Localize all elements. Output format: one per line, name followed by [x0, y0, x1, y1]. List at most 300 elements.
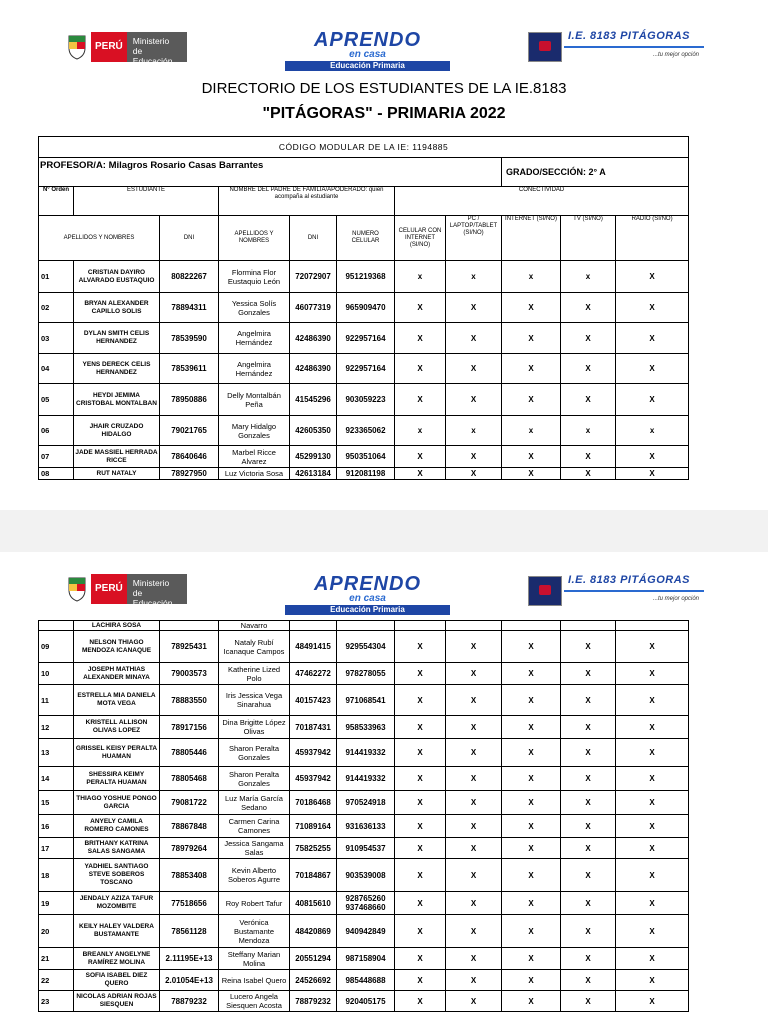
parent-dni: 24526692	[290, 970, 337, 991]
has-phone-internet: X	[395, 293, 446, 323]
parent-name: Reina Isabel Quero	[219, 970, 290, 991]
has-tv: X	[561, 323, 616, 354]
student-dni: 78640646	[160, 446, 219, 468]
parent-name: Katherine Lized Polo	[219, 663, 290, 685]
parent-name: Verónica Bustamante Mendoza	[219, 915, 290, 948]
has-pc: X	[446, 892, 502, 915]
parent-dni: 48420869	[290, 915, 337, 948]
parent-name: Iris Jessica Vega Sinarahua	[219, 685, 290, 716]
parent-dni: 48491415	[290, 631, 337, 663]
has-internet: X	[502, 767, 561, 791]
has-internet: X	[502, 815, 561, 838]
row-number: 07	[39, 446, 74, 468]
parent-phone: 950351064	[337, 446, 395, 468]
has-pc: X	[446, 293, 502, 323]
row-number: 18	[39, 859, 74, 892]
teacher-name: PROFESOR/A: Milagros Rosario Casas Barrantes	[39, 158, 502, 187]
header-tv: TV (SI/NO)	[561, 216, 616, 261]
student-name: BREANLY ANGELYNE RAMÍREZ MOLINA	[74, 948, 160, 970]
student-dni: 79021765	[160, 416, 219, 446]
row-number: 05	[39, 384, 74, 416]
peru-label: PERÚ	[91, 574, 127, 604]
parent-name: Mary Hidalgo Gonzales	[219, 416, 290, 446]
has-phone-internet: X	[395, 915, 446, 948]
has-radio: x	[616, 416, 689, 446]
student-dni: 78883550	[160, 685, 219, 716]
header-estudiante: ESTUDIANTE	[74, 187, 219, 216]
has-radio: X	[616, 767, 689, 791]
student-dni: 78539611	[160, 354, 219, 384]
parent-dni: 45937942	[290, 739, 337, 767]
row-number: 01	[39, 261, 74, 293]
student-dni: 78927950	[160, 468, 219, 480]
has-internet: X	[502, 991, 561, 1012]
has-tv: x	[561, 261, 616, 293]
row-number: 15	[39, 791, 74, 815]
student-dni: 2.01054E+13	[160, 970, 219, 991]
parent-name: Sharon Peralta Gonzales	[219, 739, 290, 767]
has-internet: X	[502, 323, 561, 354]
school-emblem-icon	[528, 576, 562, 606]
has-pc: X	[446, 859, 502, 892]
header-apellidos-padre: APELLIDOS Y NOMBRES	[219, 216, 290, 261]
has-pc: X	[446, 815, 502, 838]
has-radio: X	[616, 948, 689, 970]
has-tv: x	[561, 416, 616, 446]
student-dni: 78805446	[160, 739, 219, 767]
parent-phone: 914419332	[337, 767, 395, 791]
parent-name: Kevin Alberto Soberos Agurre	[219, 859, 290, 892]
row-number: 17	[39, 838, 74, 859]
student-name: THIAGO YOSHUE PONGO GARCIA	[74, 791, 160, 815]
parent-name: Sharon Peralta Gonzales	[219, 767, 290, 791]
has-internet: X	[502, 915, 561, 948]
parent-phone: 922957164	[337, 323, 395, 354]
has-pc: X	[446, 970, 502, 991]
parent-dni: 70184867	[290, 859, 337, 892]
parent-phone: 903539008	[337, 859, 395, 892]
has-tv: X	[561, 631, 616, 663]
table-row	[39, 970, 689, 991]
student-name: JOSEPH MATHIAS ALEXANDER MINAYA	[74, 663, 160, 685]
has-tv: X	[561, 354, 616, 384]
has-tv: X	[561, 791, 616, 815]
has-internet: X	[502, 384, 561, 416]
has-pc: X	[446, 767, 502, 791]
has-phone-internet: X	[395, 892, 446, 915]
student-dni: 78805468	[160, 767, 219, 791]
row-number: 23	[39, 991, 74, 1012]
has-phone-internet: X	[395, 739, 446, 767]
parent-dni: 42486390	[290, 354, 337, 384]
row-number: 14	[39, 767, 74, 791]
has-phone-internet: X	[395, 354, 446, 384]
has-pc: x	[446, 261, 502, 293]
row-number: 22	[39, 970, 74, 991]
student-name: KRISTELL ALLISON OLIVAS LOPEZ	[74, 716, 160, 739]
has-tv: X	[561, 663, 616, 685]
parent-phone: 912081198	[337, 468, 395, 480]
parent-name: Yessica Solís Gonzales	[219, 293, 290, 323]
has-tv: X	[561, 991, 616, 1012]
has-pc: X	[446, 384, 502, 416]
has-radio: X	[616, 815, 689, 838]
parent-phone: 920405175	[337, 991, 395, 1012]
student-name: JHAIR CRUZADO HIDALGO	[74, 416, 160, 446]
parent-name: Delly Montalbán Peña	[219, 384, 290, 416]
school-logo: I.E. 8183 PITÁGORAS ...tu mejor opción	[528, 30, 706, 64]
row-number: 06	[39, 416, 74, 446]
student-dni: 77518656	[160, 892, 219, 915]
parent-name: Carmen Carina Camones	[219, 815, 290, 838]
student-name: GRISSEL KEISY PERALTA HUAMAN	[74, 739, 160, 767]
minedu-logo-2	[66, 574, 187, 608]
has-phone-internet: X	[395, 663, 446, 685]
header-celular: NUMERO CELULAR	[337, 216, 395, 261]
student-dni: 78917156	[160, 716, 219, 739]
table-row	[39, 631, 689, 663]
has-pc: X	[446, 739, 502, 767]
parent-name: Angelmira Hernández	[219, 323, 290, 354]
parent-phone: 965909470	[337, 293, 395, 323]
student-name: JENDALY AZIZA TAFUR MOZOMBITE	[74, 892, 160, 915]
row-number: 09	[39, 631, 74, 663]
parent-phone: 928765260 937468660	[337, 892, 395, 915]
ministerio-label: Ministerio de Educación	[127, 32, 187, 62]
student-dni: 78950886	[160, 384, 219, 416]
has-phone-internet: X	[395, 323, 446, 354]
parent-dni: 70186468	[290, 791, 337, 815]
parent-phone: 970524918	[337, 791, 395, 815]
student-name: ANYELY CAMILA ROMERO CAMONES	[74, 815, 160, 838]
student-name: JADE MASSIEL HERRADA RICCE	[74, 446, 160, 468]
has-internet: X	[502, 685, 561, 716]
student-name: YADHIEL SANTIAGO STEVE SOBEROS TOSCANO	[74, 859, 160, 892]
has-tv: X	[561, 685, 616, 716]
table-row	[39, 915, 689, 948]
parent-name: Marbel Ricce Alvarez	[219, 446, 290, 468]
parent-dni: 71089164	[290, 815, 337, 838]
has-pc: x	[446, 416, 502, 446]
has-internet: X	[502, 739, 561, 767]
has-pc: X	[446, 631, 502, 663]
has-internet: X	[502, 859, 561, 892]
parent-dni: 42613184	[290, 468, 337, 480]
has-radio: X	[616, 293, 689, 323]
has-tv: X	[561, 384, 616, 416]
row-number: 11	[39, 685, 74, 716]
header-celular-internet: CELULAR CON INTERNET (SI/NO)	[395, 216, 446, 261]
header-dni-padre: DNI	[290, 216, 337, 261]
has-tv: X	[561, 716, 616, 739]
table-row	[39, 739, 689, 767]
student-dni: 79081722	[160, 791, 219, 815]
has-phone-internet: X	[395, 815, 446, 838]
has-phone-internet: x	[395, 261, 446, 293]
has-radio: X	[616, 892, 689, 915]
has-internet: X	[502, 446, 561, 468]
table-row	[39, 767, 689, 791]
parent-dni: 41545296	[290, 384, 337, 416]
has-internet: X	[502, 791, 561, 815]
student-name: BRITHANY KATRINA SALAS SANGAMA	[74, 838, 160, 859]
has-tv: X	[561, 739, 616, 767]
logo-bar-2	[0, 552, 768, 612]
ministerio-label: Ministerio de Educación	[127, 574, 187, 604]
parent-dni: 40815610	[290, 892, 337, 915]
parent-phone: 929554304	[337, 631, 395, 663]
student-name: NICOLAS ADRIAN ROJAS SIESQUEN	[74, 991, 160, 1012]
table-row	[39, 892, 689, 915]
student-dni: 80822267	[160, 261, 219, 293]
table-row	[39, 663, 689, 685]
has-tv: X	[561, 838, 616, 859]
table-row	[39, 293, 689, 323]
has-pc: X	[446, 948, 502, 970]
parent-phone: 923365062	[337, 416, 395, 446]
student-dni: 78539590	[160, 323, 219, 354]
page-1	[0, 0, 768, 510]
parent-name: Lucero Angela Siesquen Acosta	[219, 991, 290, 1012]
table-row	[39, 948, 689, 970]
student-name: ESTRELLA MIA DANIELA MOTA VEGA	[74, 685, 160, 716]
parent-dni: 45937942	[290, 767, 337, 791]
has-tv: X	[561, 892, 616, 915]
has-tv: X	[561, 915, 616, 948]
student-dni: 78879232	[160, 991, 219, 1012]
has-radio: X	[616, 991, 689, 1012]
has-phone-internet: X	[395, 859, 446, 892]
has-radio: X	[616, 739, 689, 767]
has-phone-internet: X	[395, 631, 446, 663]
student-name: RUT NATALY	[74, 468, 160, 480]
header-conectividad: CONECTIVIDAD	[395, 187, 689, 216]
has-phone-internet: X	[395, 791, 446, 815]
parent-name: Jessica Sangama Salas	[219, 838, 290, 859]
has-tv: X	[561, 446, 616, 468]
has-pc: X	[446, 663, 502, 685]
parent-phone: 985448688	[337, 970, 395, 991]
has-pc: X	[446, 915, 502, 948]
student-dni: 78925431	[160, 631, 219, 663]
parent-name: Angelmira Hernández	[219, 354, 290, 384]
has-pc: X	[446, 468, 502, 480]
has-pc: X	[446, 838, 502, 859]
parent-dni: 75825255	[290, 838, 337, 859]
table-row	[39, 859, 689, 892]
modular-code: CÓDIGO MODULAR DE LA IE: 1194885	[39, 137, 689, 158]
table-row	[39, 384, 689, 416]
header-orden: N° Orden	[39, 187, 74, 216]
student-name: LACHIRA SOSA	[74, 621, 160, 631]
table-row	[39, 716, 689, 739]
parent-name: Navarro	[219, 621, 290, 631]
parent-dni: 72072907	[290, 261, 337, 293]
parent-phone: 903059223	[337, 384, 395, 416]
table-row	[39, 815, 689, 838]
has-phone-internet: x	[395, 416, 446, 446]
row-number: 04	[39, 354, 74, 384]
has-radio: X	[616, 261, 689, 293]
has-tv: X	[561, 767, 616, 791]
parent-phone: 951219368	[337, 261, 395, 293]
student-name: HEYDI JEMIMA CRISTOBAL MONTALBAN	[74, 384, 160, 416]
has-phone-internet: X	[395, 767, 446, 791]
student-dni: 78561128	[160, 915, 219, 948]
parent-name: Luz María García Sedano	[219, 791, 290, 815]
parent-name: Steffany Marian Molina	[219, 948, 290, 970]
page-subtitle: "PITÁGORAS" - PRIMARIA 2022	[262, 105, 506, 122]
has-radio: X	[616, 468, 689, 480]
has-phone-internet: X	[395, 991, 446, 1012]
has-tv: X	[561, 815, 616, 838]
has-pc: X	[446, 446, 502, 468]
has-radio: X	[616, 970, 689, 991]
has-phone-internet: X	[395, 716, 446, 739]
has-phone-internet: X	[395, 468, 446, 480]
parent-phone: 971068541	[337, 685, 395, 716]
has-pc: X	[446, 323, 502, 354]
parent-phone: 940942849	[337, 915, 395, 948]
student-name: KEILY HALEY VALDERA BUSTAMANTE	[74, 915, 160, 948]
has-pc: X	[446, 716, 502, 739]
header-internet: INTERNET (SI/NO)	[502, 216, 561, 261]
has-radio: X	[616, 915, 689, 948]
parent-phone: 910954537	[337, 838, 395, 859]
has-internet: X	[502, 838, 561, 859]
table-row	[39, 354, 689, 384]
aprendo-en-casa-logo: APRENDO en casa Educación Primaria	[285, 30, 450, 70]
has-radio: X	[616, 859, 689, 892]
table-row	[39, 323, 689, 354]
has-phone-internet: X	[395, 948, 446, 970]
student-dni: 79003573	[160, 663, 219, 685]
has-internet: X	[502, 354, 561, 384]
parent-name: Roy Robert Tafur	[219, 892, 290, 915]
row-number: 19	[39, 892, 74, 915]
page-title: DIRECTORIO DE LOS ESTUDIANTES DE LA IE.8183	[201, 80, 567, 97]
has-tv: X	[561, 468, 616, 480]
table-row	[39, 991, 689, 1012]
student-name: SOFIA ISABEL DIEZ QUERO	[74, 970, 160, 991]
parent-dni: 42605350	[290, 416, 337, 446]
aprendo-en-casa-logo-2: APRENDO en casa Educación Primaria	[285, 574, 450, 614]
has-tv: X	[561, 948, 616, 970]
table-row	[39, 261, 689, 293]
student-name: CRISTIAN DAYIRO ALVARADO EUSTAQUIO	[74, 261, 160, 293]
has-pc: X	[446, 354, 502, 384]
parent-name: Luz Victoria Sosa	[219, 468, 290, 480]
row-number: 13	[39, 739, 74, 767]
parent-dni: 42486390	[290, 323, 337, 354]
parent-phone: 958533963	[337, 716, 395, 739]
student-dni: 78894311	[160, 293, 219, 323]
row-number: 16	[39, 815, 74, 838]
has-radio: X	[616, 384, 689, 416]
has-internet: X	[502, 663, 561, 685]
has-internet: X	[502, 631, 561, 663]
row-number: 03	[39, 323, 74, 354]
table-row	[39, 416, 689, 446]
parent-dni: 20551294	[290, 948, 337, 970]
logo-bar	[0, 0, 768, 70]
has-tv: X	[561, 859, 616, 892]
has-pc: X	[446, 991, 502, 1012]
has-radio: X	[616, 446, 689, 468]
peru-shield-icon	[66, 575, 88, 603]
has-pc: X	[446, 685, 502, 716]
header-pc: PC / LAPTOP/TABLET (SI/NO)	[446, 216, 502, 261]
has-internet: X	[502, 716, 561, 739]
parent-phone: 922957164	[337, 354, 395, 384]
parent-phone: 987158904	[337, 948, 395, 970]
parent-dni: 46077319	[290, 293, 337, 323]
grade-section: GRADO/SECCIÓN: 2° A	[502, 158, 689, 187]
student-name: YENS DERECK CELIS HERNANDEZ	[74, 354, 160, 384]
has-tv: X	[561, 293, 616, 323]
row-number: 12	[39, 716, 74, 739]
header-radio: RADIO (SI/NO)	[616, 216, 689, 261]
row-number: 08	[39, 468, 74, 480]
row-number: 10	[39, 663, 74, 685]
student-dni: 78867848	[160, 815, 219, 838]
parent-dni: 40157423	[290, 685, 337, 716]
has-radio: X	[616, 631, 689, 663]
parent-name: Dina Brigitte López Olivas	[219, 716, 290, 739]
header-padre: NOMBRE DEL PADRE DE FAMILIA/APODERADO: quien acompaña al estudiante	[219, 187, 395, 216]
parent-name: Nataly Rubí Icanaque Campos	[219, 631, 290, 663]
school-emblem-icon	[528, 32, 562, 62]
student-dni: 78979264	[160, 838, 219, 859]
has-pc: X	[446, 791, 502, 815]
page-2	[0, 552, 768, 1024]
minedu-logo	[66, 32, 187, 66]
student-directory-table	[38, 136, 689, 480]
row-number: 21	[39, 948, 74, 970]
parent-dni: 45299130	[290, 446, 337, 468]
has-internet: X	[502, 892, 561, 915]
peru-shield-icon	[66, 33, 88, 61]
parent-dni: 78879232	[290, 991, 337, 1012]
has-internet: x	[502, 261, 561, 293]
row-number: 20	[39, 915, 74, 948]
table-row	[39, 621, 689, 631]
student-dni: 2.11195E+13	[160, 948, 219, 970]
table-row	[39, 468, 689, 480]
has-phone-internet: X	[395, 838, 446, 859]
peru-label: PERÚ	[91, 32, 127, 62]
table-row	[39, 446, 689, 468]
has-radio: X	[616, 716, 689, 739]
has-radio: X	[616, 685, 689, 716]
parent-phone: 914419332	[337, 739, 395, 767]
row-number: 02	[39, 293, 74, 323]
header-apellidos-nombres: APELLIDOS Y NOMBRES	[39, 216, 160, 261]
student-name: SHESSIRA KEIMY PERALTA HUAMAN	[74, 767, 160, 791]
has-phone-internet: X	[395, 446, 446, 468]
student-name: NELSON THIAGO MENDOZA ICANAQUE	[74, 631, 160, 663]
parent-name: Flormina Flor Eustaquio León	[219, 261, 290, 293]
has-internet: X	[502, 948, 561, 970]
has-radio: X	[616, 838, 689, 859]
has-internet: X	[502, 468, 561, 480]
student-name: DYLAN SMITH CELIS HERNANDEZ	[74, 323, 160, 354]
parent-dni: 70187431	[290, 716, 337, 739]
student-name: BRYAN ALEXANDER CAPILLO SOLIS	[74, 293, 160, 323]
has-radio: X	[616, 354, 689, 384]
has-internet: x	[502, 416, 561, 446]
parent-dni: 47462272	[290, 663, 337, 685]
